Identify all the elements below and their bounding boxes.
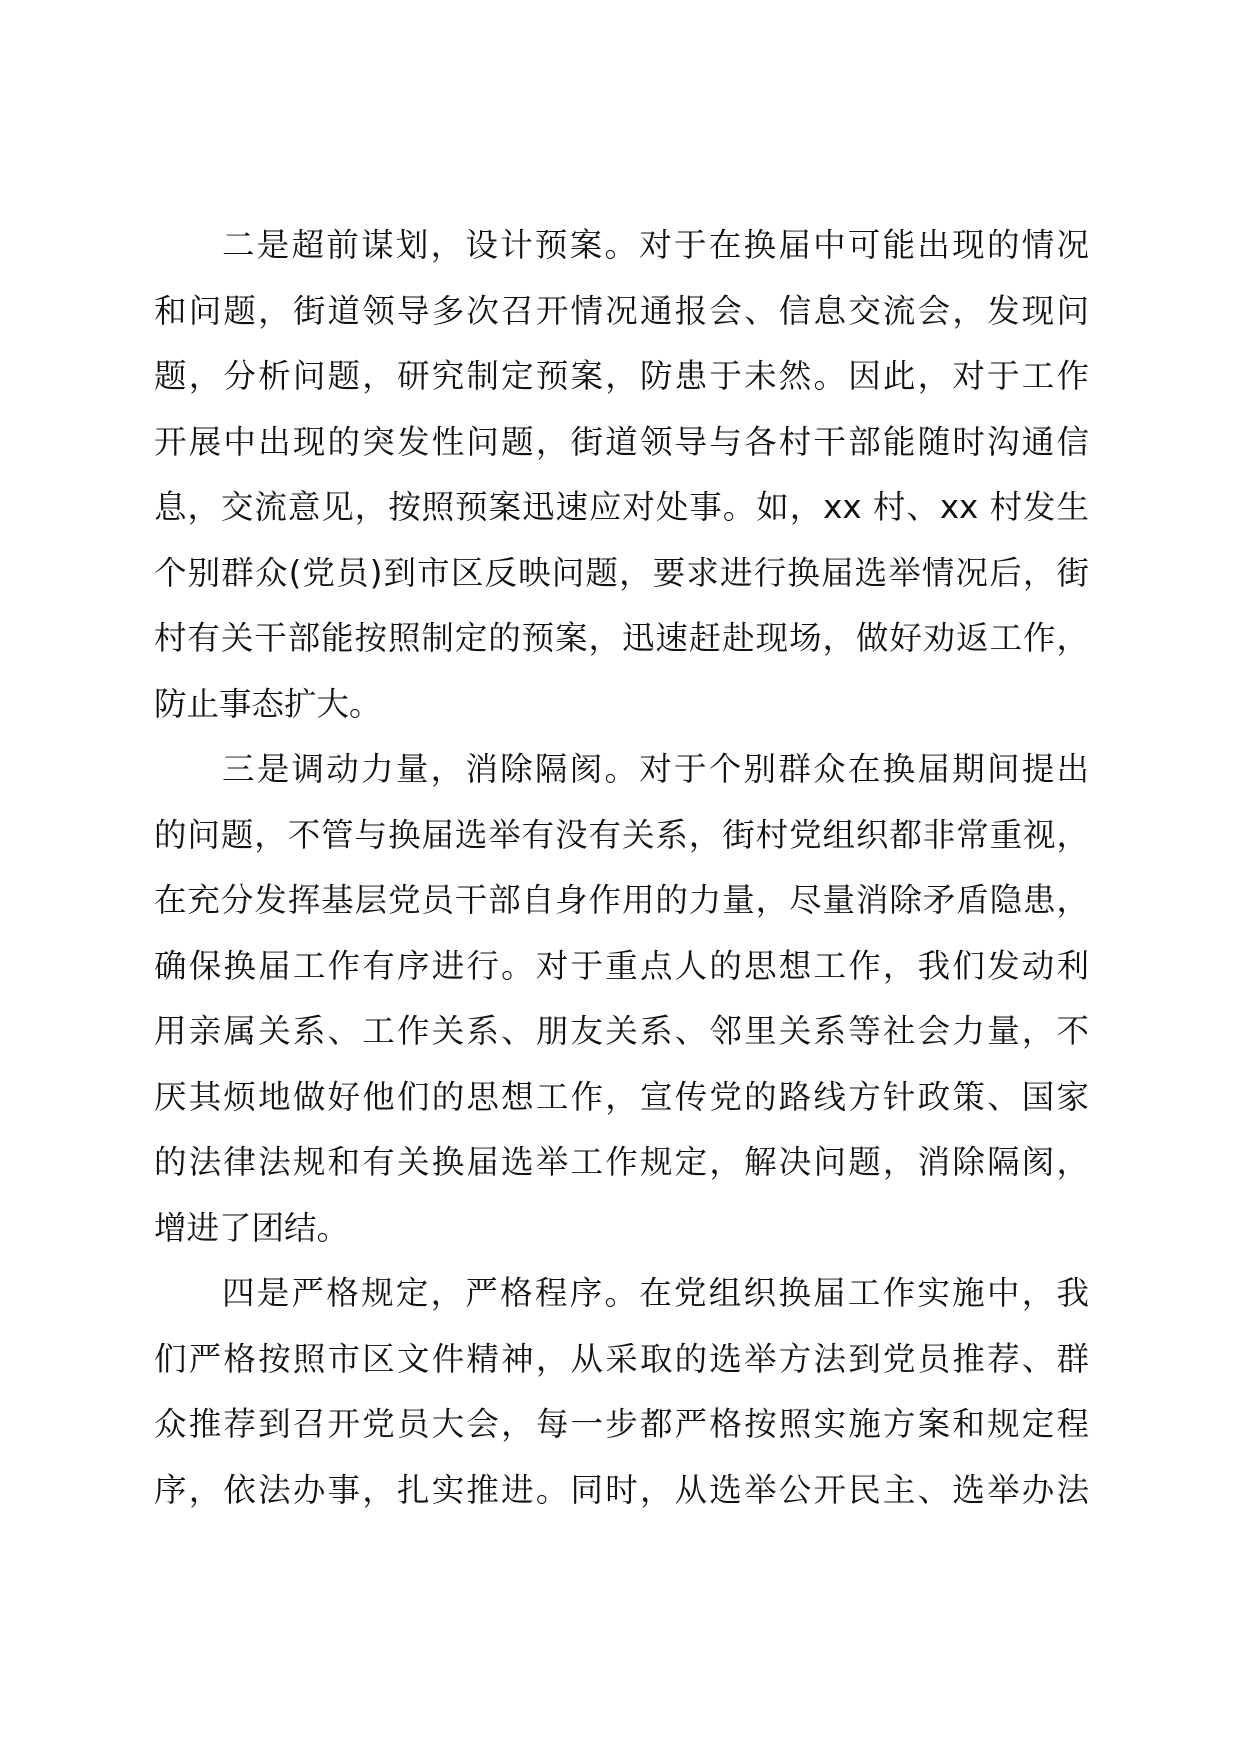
text-line: 防止事态扩大。 bbox=[154, 684, 382, 723]
text-line: 厌其烦地做好他们的思想工作，宣传党的路线方针政策、国家 bbox=[154, 1077, 1089, 1116]
text-line: 三是调动力量，消除隔阂。对于个别群众在换届期间提出 bbox=[222, 750, 1089, 788]
text-line: 们严格按照市区文件精神，从采取的选举方法到党员推荐、群 bbox=[154, 1339, 1089, 1378]
text-line: 的法律法规和有关换届选举工作规定，解决问题，消除隔阂， bbox=[154, 1143, 1089, 1181]
text-line: 开展中出现的突发性问题，街道领导与各村干部能随时沟通信 bbox=[154, 422, 1089, 461]
text-line: 题，分析问题，研究制定预案，防患于未然。因此，对于工作 bbox=[154, 357, 1089, 395]
paragraph-mobilize-forces bbox=[154, 737, 1089, 1261]
text-line: 和问题，街道领导多次召开情况通报会、信息交流会，发现问 bbox=[154, 291, 1089, 330]
text-line: 的问题，不管与换届选举有没有关系，街村党组织都非常重视， bbox=[154, 815, 1089, 854]
text-line: 用亲属关系、工作关系、朋友关系、邻里关系等社会力量，不 bbox=[154, 1012, 1089, 1050]
text-line: 息，交流意见，按照预案迅速应对处事。如，xx 村、xx 村发生 bbox=[154, 488, 1089, 526]
text-line: 二是超前谋划，设计预案。对于在换届中可能出现的情况 bbox=[222, 226, 1089, 264]
text-line: 四是严格规定，严格程序。在党组织换届工作实施中，我 bbox=[222, 1274, 1089, 1312]
document-body bbox=[154, 213, 1089, 1523]
text-line: 序，依法办事，扎实推进。同时，从选举公开民主、选举办法 bbox=[154, 1470, 1089, 1509]
text-line: 村有关干部能按照制定的预案，迅速赶赴现场，做好劝返工作， bbox=[154, 619, 1089, 657]
text-line: 众推荐到召开党员大会，每一步都严格按照实施方案和规定程 bbox=[154, 1405, 1089, 1443]
text-line: 个别群众(党员)到市区反映问题，要求进行换届选举情况后，街 bbox=[154, 553, 1089, 592]
text-line: 确保换届工作有序进行。对于重点人的思想工作，我们发动利 bbox=[154, 946, 1089, 985]
text-line: 增进了团结。 bbox=[154, 1208, 350, 1247]
paragraph-advance-planning bbox=[154, 213, 1089, 737]
paragraph-strict-procedure bbox=[154, 1261, 1089, 1523]
text-line: 在充分发挥基层党员干部自身作用的力量，尽量消除矛盾隐患， bbox=[154, 881, 1089, 919]
